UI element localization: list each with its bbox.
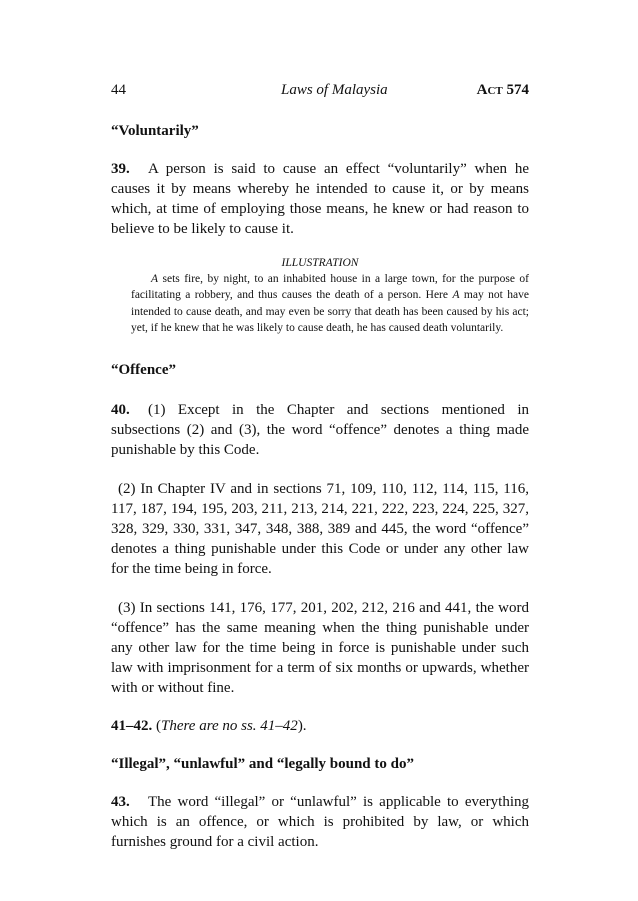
illustration-part-2: may not have intended to cause death, and may even be sorry that death has been caused by his act; yet, if he knew that he was likely to cause death, he has caused death voluntarily. <box>131 289 529 335</box>
section-39-text <box>111 159 529 239</box>
illustration-part-1: sets fire, by night, to an inhabited house in a large town, for the purpose of facilitating a robbery, and thus causes the death of a person. Here <box>131 273 529 302</box>
page-number: 44 <box>111 82 126 98</box>
document-page <box>111 82 529 852</box>
section-39-number: 39. <box>111 161 130 177</box>
no-sections-note: There are no ss. 41–42 <box>161 717 298 734</box>
section-40-number: 40. <box>111 401 130 418</box>
section-43-heading: “Illegal”, “unlawful” and “legally bound to do” <box>111 755 414 772</box>
section-43-text <box>111 792 529 852</box>
illustration-party-a: A <box>151 273 159 285</box>
illustration-heading: ILLUSTRATION <box>281 257 359 269</box>
note-open: ( <box>152 717 161 734</box>
book-title: Laws of Malaysia <box>281 82 388 98</box>
section-43-number: 43. <box>111 793 130 810</box>
sections-41-42-number: 41–42. <box>111 717 153 734</box>
section-40-subsection-1 <box>111 400 529 460</box>
page-header <box>111 82 529 104</box>
sections-41-42 <box>111 716 529 736</box>
section-39-heading: “Voluntarily” <box>111 123 199 139</box>
section-40-subsection-3: (3) In sections 141, 176, 177, 201, 202, 212, 216 and 441, the word “offence” has the same meaning when the thing punishable under any other law for the time being in force is punishable under such law with imprisonment for a term of six months or upwards, whether with or without fine. <box>111 599 529 696</box>
illustration-text <box>131 271 529 337</box>
act-number: Act 574 <box>476 82 529 98</box>
section-40-heading: “Offence” <box>111 361 176 378</box>
section-40-subsection-2: (2) In Chapter IV and in sections 71, 109, 110, 112, 114, 115, 116, 117, 187, 194, 195, 203, 211, 213, 214, 221, 222, 223, 224, 225, 327, 328, 329, 330, 331, 347, 348, 388, 389 and 445, the word “offence” denotes a thing punishable under this Code or under any other law for the time being in force. <box>111 480 529 577</box>
note-close: ). <box>297 717 307 734</box>
illustration-party-a: A <box>452 289 460 302</box>
section-39-body: A person is said to cause an effect “voluntarily” when he causes it by means whereby he intended to cause it, or by means which, at time of employing those means, he knew or had reason to believe to be likely to cause it. <box>111 161 529 237</box>
section-43-body: The word “illegal” or “unlawful” is applicable to everything which is an offence, or which is prohibited by law, or which furnishes ground for a civil action. <box>111 793 529 850</box>
section-40-sub1-body: (1) Except in the Chapter and sections mentioned in subsections (2) and (3), the word “offence” denotes a thing made punishable by this Code. <box>111 401 529 458</box>
